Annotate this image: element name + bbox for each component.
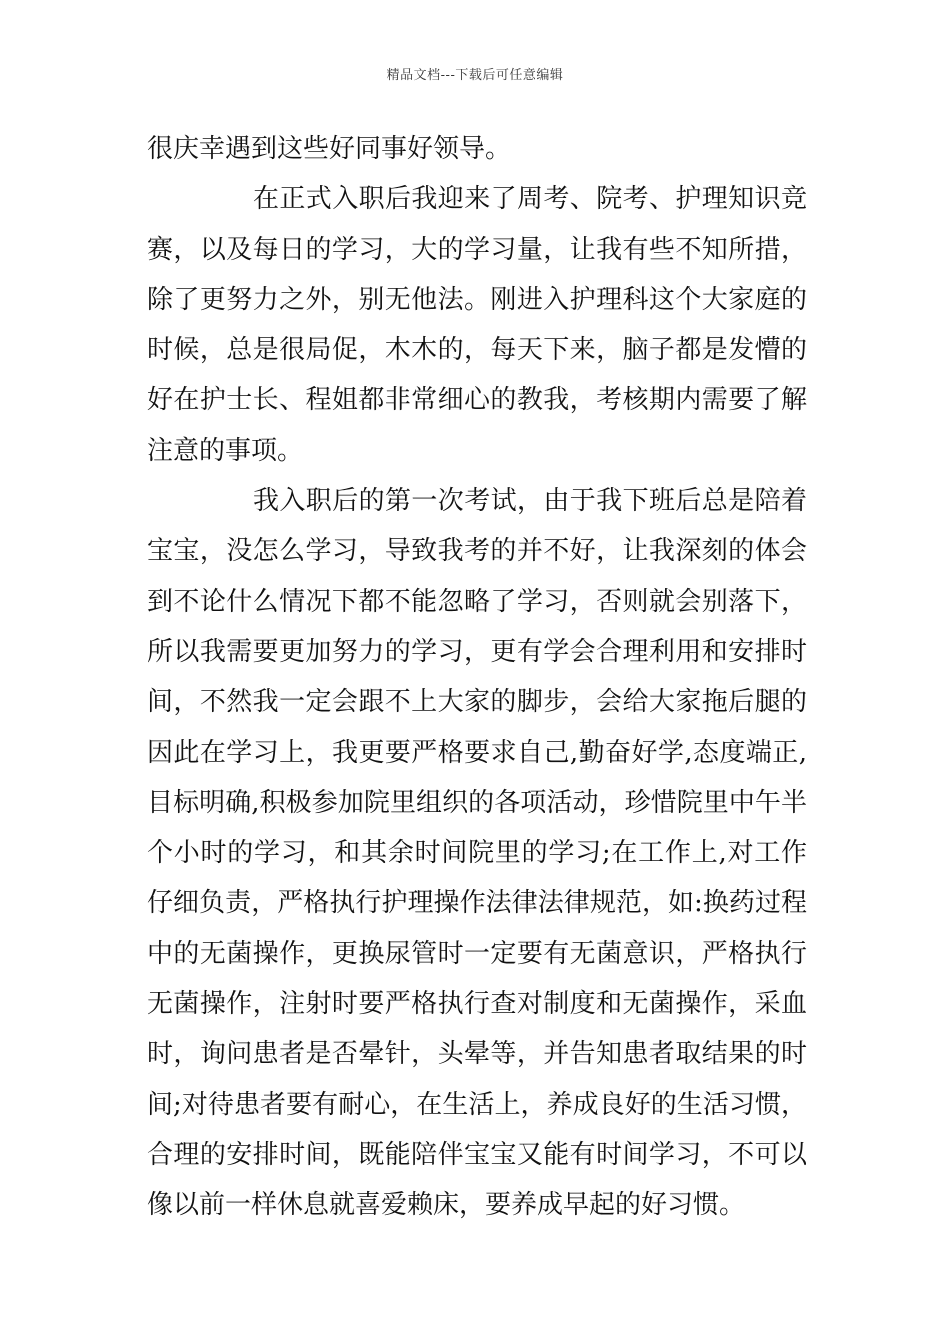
- text-line: 时候，总是很局促，木木的，每天下来，脑子都是发懵的: [147, 335, 807, 366]
- paragraph-1: [147, 124, 807, 174]
- text-line: 中的无菌操作，更换尿管时一定要有无菌意识，严格执行: [147, 938, 807, 969]
- text-line: 时，询问患者是否晕针，头晕等，并告知患者取结果的时: [147, 1039, 807, 1070]
- text-line: 到不论什么情况下都不能忽略了学习，否则就会别落下，: [147, 586, 807, 617]
- text-line: 合理的安排时间，既能陪伴宝宝又能有时间学习，不可以: [147, 1139, 807, 1170]
- document-body: [147, 124, 807, 1231]
- text-line: 所以我需要更加努力的学习，更有学会合理利用和安排时: [147, 636, 807, 667]
- text-line: 无菌操作，注射时要严格执行查对制度和无菌操作，采血: [147, 989, 807, 1020]
- paragraph-3: [147, 476, 807, 1230]
- text-line: 赛，以及每日的学习，大的学习量，让我有些不知所措，: [147, 234, 807, 265]
- text-line: 宝宝，没怎么学习，导致我考的并不好，让我深刻的体会: [147, 536, 807, 567]
- text-line: 很庆幸遇到这些好同事好领导。: [147, 134, 512, 164]
- text-line: 间，不然我一定会跟不上大家的脚步，会给大家拖后腿的: [147, 687, 807, 718]
- text-line: 我入职后的第一次考试，由于我下班后总是陪着: [253, 486, 807, 517]
- text-line: 在正式入职后我迎来了周考、院考、护理知识竞: [253, 184, 807, 215]
- text-line: 仔细负责，严格执行护理操作法律法律规范，如:换药过程: [147, 888, 807, 919]
- page-header: 精品文档---下载后可任意编辑: [386, 68, 564, 83]
- text-line: 个小时的学习，和其余时间院里的学习;在工作上,对工作: [147, 838, 807, 869]
- text-line: 像以前一样休息就喜爱赖床，要养成早起的好习惯。: [147, 1190, 746, 1221]
- text-line: 目标明确,积极参加院里组织的各项活动，珍惜院里中午半: [147, 787, 807, 818]
- text-line: 好在护士长、程姐都非常细心的教我，考核期内需要了解: [147, 385, 807, 416]
- paragraph-2: [147, 174, 807, 476]
- text-line: 除了更努力之外，别无他法。刚进入护理科这个大家庭的: [147, 284, 807, 315]
- text-line: 因此在学习上，我更要严格要求自己,勤奋好学,态度端正,: [147, 737, 807, 768]
- text-line: 间;对待患者要有耐心，在生活上，养成良好的生活习惯，: [147, 1089, 807, 1120]
- text-line: 注意的事项。: [147, 435, 304, 466]
